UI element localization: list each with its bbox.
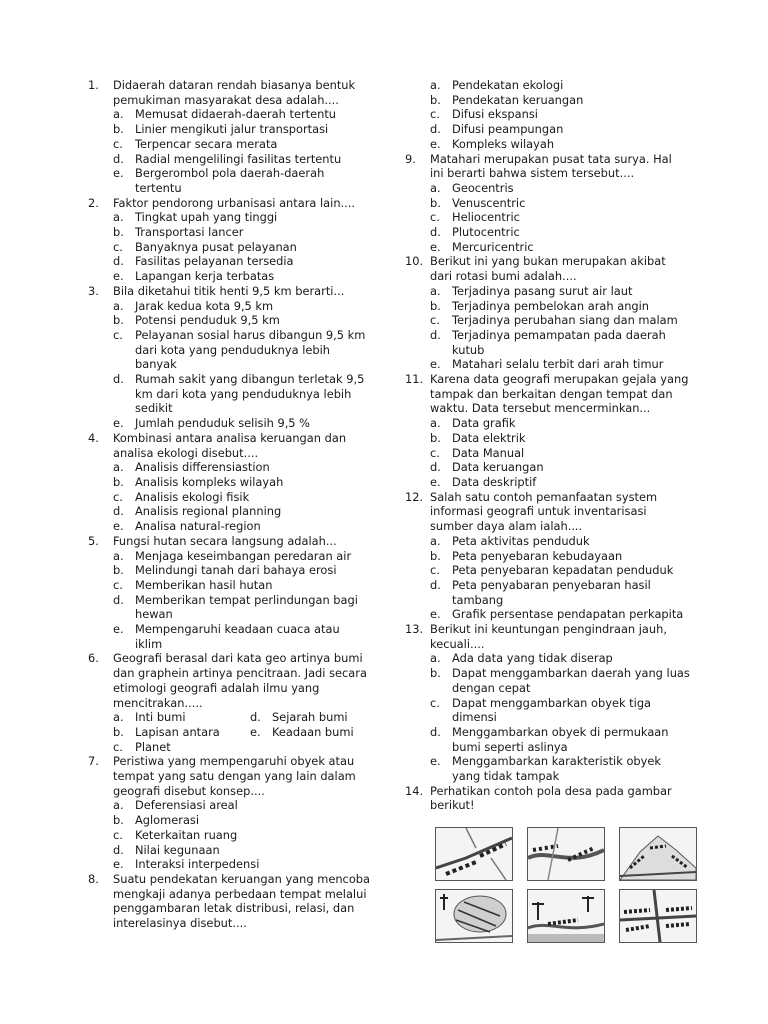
option-letter: e. [430,754,441,769]
answer-option-row [88,710,373,725]
answer-option[interactable] [405,107,690,122]
question-text-line: Perhatikan contoh pola desa pada gambar [430,783,672,798]
answer-option[interactable] [88,798,373,813]
question-13 [405,622,690,784]
answer-option[interactable] [88,813,373,828]
option-letter: a. [113,298,124,313]
question-text-line: Salah satu contoh pemanfaatan system [430,489,658,504]
question-text-line: tampak dan berkaitan dengan tempat dan [430,386,673,401]
question-stem [88,196,373,211]
option-text-line: Peta penyebaran kebudayaan [452,548,623,563]
question-text-line: Geografi berasal dari kata geo artinya bumi [113,651,363,666]
question-text-line: Suatu pendekatan keruangan yang mencoba [113,871,371,886]
question-3 [88,284,373,431]
option-text-line: Memberikan tempat perlindungan bagi [135,592,358,607]
answer-option[interactable] [405,696,690,725]
option-text-line: Jarak kedua kota 9,5 km [135,298,274,313]
option-text-line: Jumlah penduduk selisih 9,5 % [135,416,311,431]
option-text-line: Memberikan hasil hutan [135,577,273,592]
option-letter: b. [113,225,124,240]
answer-option[interactable] [88,828,373,843]
question-text-line: Berikut ini keuntungan pengindraan jauh, [430,622,667,637]
option-text-line: Menggambarkan karakteristik obyek [452,754,661,769]
option-letter: b. [430,548,441,563]
option-letter: d. [430,724,441,739]
answer-option[interactable] [88,137,373,152]
option-text-line: Radial mengelilingi fasilitas tertentu [135,151,342,166]
answer-option[interactable] [405,196,690,211]
option-text-line: kutub [452,342,485,357]
option-text-line: Analisis kompleks wilayah [135,474,284,489]
question-text-line: waktu. Data tersebut mencerminkan... [430,401,651,416]
answer-option[interactable] [88,313,373,328]
option-text-line: Matahari selalu terbit dari arah timur [452,357,664,372]
answer-option[interactable] [405,651,690,666]
option-text-line: banyak [135,357,177,372]
question-stem [405,622,690,651]
option-letter: e. [113,622,124,637]
option-letter: c. [430,563,440,578]
option-letter: c. [430,107,440,122]
question-text-line: dari rotasi bumi adalah.... [430,269,577,284]
question-text-line: Didaerah dataran rendah biasanya bentuk [113,78,356,92]
option-text-line: Transportasi lancer [135,225,244,240]
option-letter: d. [430,225,441,240]
option-letter: a. [113,460,124,475]
option-text-line: Banyaknya pusat pelayanan [135,239,297,254]
answer-option[interactable] [405,666,690,695]
clustered-village-figure [435,889,513,943]
question-number: 4. [88,430,99,445]
option-letter: c. [113,739,123,754]
question-number: 10. [405,254,424,269]
answer-option[interactable] [88,622,373,651]
question-5 [88,534,373,652]
option-letter: e. [430,239,441,254]
question-stem [88,872,373,931]
answer-option[interactable] [405,725,690,754]
question-8 [88,872,373,931]
right-column [405,78,690,947]
answer-option[interactable] [405,416,690,431]
question-text-line: etimologi geografi adalah ilmu yang [113,680,320,695]
option-text-line: dari kota yang penduduknya lebih [135,342,330,357]
option-letter: c. [113,136,123,151]
question-number: 6. [88,651,99,666]
question-stem [88,78,373,107]
option-letter: a. [113,107,124,122]
option-text-line: Data keruangan [452,460,544,475]
option-text-line: Data deskriptif [452,474,537,489]
option-text-line: iklim [135,636,163,651]
option-letter: d. [113,842,124,857]
option-text-line: Pendekatan ekologi [452,78,564,92]
option-letter: d. [113,592,124,607]
option-text-line: Fasilitas pelayanan tersedia [135,254,294,269]
option-letter: e. [113,857,124,872]
answer-option[interactable] [88,490,373,505]
option-text-line: Potensi penduduk 9,5 km [135,313,280,328]
option-text-line: Bergerombol pola daerah-daerah [135,166,325,181]
answer-option[interactable] [88,416,373,431]
option-text-line: Difusi peampungan [452,122,564,137]
question-text-line: Matahari merupakan pusat tata surya. Hal [430,151,672,166]
option-text-line: Plutocentric [452,225,520,240]
option-text-line: Menjaga keseimbangan peredaran air [135,548,352,563]
option-letter: b. [430,298,441,313]
option-text-line: Dapat menggambarkan daerah yang luas [452,666,690,681]
question-stem [405,152,690,181]
question-stem [88,284,373,299]
option-letter: c. [430,695,440,710]
answer-option[interactable] [88,269,373,284]
question-text-line: sumber daya alam ialah.... [430,519,583,534]
answer-option[interactable] [405,137,690,152]
option-letter: a. [430,533,441,548]
hill-village-figure [619,827,697,881]
option-letter: d. [113,254,124,269]
option-text-line: Analisis ekologi fisik [135,489,250,504]
question-text-line: pemukiman masyarakat desa adalah.... [113,92,339,107]
question-stem [405,784,690,813]
option-text: Inti bumi [135,710,186,725]
option-letter: e. [113,166,124,181]
option-letter: c. [113,489,123,504]
question-number: 12. [405,489,424,504]
option-text-line: Lapangan kerja terbatas [135,269,275,284]
coastal-village-figure [527,889,605,943]
question-text-line: Bila diketahui titik henti 9,5 km berarti... [113,283,345,298]
question-number: 13. [405,622,424,637]
answer-option[interactable] [405,754,690,783]
question-stem [405,254,690,283]
question-text-line: Karena data geografi merupakan gejala yang [430,372,689,387]
option-text-line: Peta penyabaran penyebaran hasil [452,577,651,592]
question-number: 1. [88,78,99,92]
option-letter: c. [113,827,123,842]
option-text-line: Data grafik [452,416,516,431]
option-letter: e. [250,724,261,739]
option-text-line: Deferensiasi areal [135,798,238,813]
answer-option[interactable] [88,225,373,240]
option-text-line: Memusat didaerah-daerah tertentu [135,107,337,122]
answer-option[interactable] [405,181,690,196]
option-text-line: bumi seperti aslinya [452,739,568,754]
option-letter: b. [113,813,124,828]
question-stem [88,651,373,710]
option-letter: d. [430,577,441,592]
option-text-line: Melindungi tanah dari bahaya erosi [135,563,337,578]
answer-option[interactable] [88,563,373,578]
option-letter: a. [430,283,441,298]
option-text-line: Linier mengikuti jalur transportasi [135,122,329,137]
question-number: 14. [405,783,424,798]
option-text-line: Dapat menggambarkan obyek tiga [452,695,652,710]
question-text-line: penggambaran letak distribusi, relasi, dan [113,901,355,916]
answer-option[interactable] [405,446,690,461]
option-letter: b. [430,92,441,107]
option-letter: c. [113,327,123,342]
answer-option[interactable] [405,475,690,490]
option-text-line: Keterkaitan ruang [135,827,238,842]
option-text-line: Terpencar secara merata [135,136,278,151]
answer-option[interactable] [88,122,373,137]
option-text-line: tertentu [135,180,182,195]
option-text-line: Data Manual [452,445,525,460]
answer-option[interactable] [405,313,690,328]
option-letter: e. [430,607,441,622]
option-letter: b. [113,122,124,137]
option-text-line: Peta penyebaran kepadatan penduduk [452,563,674,578]
option-text-line: Terjadinya perubahan siang dan malam [452,313,678,328]
answer-option[interactable] [88,857,373,872]
option-text-line: Analisis differensiastion [135,460,270,475]
answer-option[interactable] [88,328,373,372]
question-1 [88,78,373,196]
answer-option[interactable] [88,299,373,314]
answer-option[interactable] [88,475,373,490]
option-text-line: tambang [452,592,504,607]
answer-option[interactable] [88,460,373,475]
question-text-line: mencitrakan..... [113,695,203,710]
question-9 [405,152,690,255]
option-text-line: Terjadinya pasang surut air laut [452,283,633,298]
question-text-line: analisa ekologi disebut.... [113,445,259,460]
answer-option[interactable] [405,284,690,299]
option-letter: d. [430,460,441,475]
option-text-line: Peta aktivitas penduduk [452,533,590,548]
option-letter: d. [430,327,441,342]
option-letter: c. [113,239,123,254]
question-stem [405,372,690,416]
option-text-line: km dari kota yang penduduknya lebih [135,386,352,401]
option-text-line: sedikit [135,401,173,416]
road-junction-village-figure [619,889,697,943]
option-text-line: Pendekatan keruangan [452,92,584,107]
question-text-line: Kombinasi antara analisa keruangan dan [113,430,347,445]
question-stem [88,534,373,549]
answer-option[interactable] [405,534,690,549]
option-text-line: Grafik persentase pendapatan perkapita [452,607,684,622]
option-text: Keadaan bumi [272,724,354,739]
option-letter: d. [113,504,124,519]
option-letter: b. [430,430,441,445]
option-letter: e. [113,416,124,431]
option-letter: a. [113,798,124,813]
option-letter: e. [430,357,441,372]
question-stem [88,431,373,460]
question-text-line: Faktor pendorong urbanisasi antara lain.... [113,195,356,210]
option-text: Sejarah bumi [272,710,348,725]
option-letter: e. [430,136,441,151]
river-village-figure [527,827,605,881]
question-12 [405,490,690,622]
option-text: Planet [135,739,171,754]
question-text-line: berikut! [430,798,475,813]
answer-option[interactable] [88,372,373,416]
answer-option[interactable] [88,210,373,225]
option-text-line: Venuscentric [452,195,526,210]
answer-option-row [88,740,373,755]
answer-option[interactable] [405,431,690,446]
question-number: 3. [88,283,99,298]
option-letter: a. [430,78,441,92]
answer-option[interactable] [405,607,690,622]
question-text-line: tempat yang satu dengan yang lain dalam [113,769,356,783]
answer-option[interactable] [405,578,690,607]
option-text-line: Difusi ekspansi [452,107,538,122]
question-11 [405,372,690,490]
option-text-line: dengan cepat [452,680,531,695]
question-text-line: kecuali.... [430,636,485,651]
question-stem [88,754,373,798]
option-letter: b. [113,474,124,489]
question-text-line: Fungsi hutan secara langsung adalah... [113,533,337,548]
option-letter: a. [430,180,441,195]
option-text-line: Mercuricentric [452,239,534,254]
village-pattern-figures [435,827,690,947]
option-text-line: yang tidak tampak [452,769,560,784]
option-letter: c. [430,313,440,328]
answer-option[interactable] [88,593,373,622]
option-text-line: Ada data yang tidak diserap [452,651,613,666]
answer-option[interactable] [88,240,373,255]
answer-option[interactable] [88,254,373,269]
question-text-line: informasi geografi untuk inventarisasi [430,504,647,519]
option-text-line: Terjadinya pembelokan arah angin [452,298,650,313]
option-letter: a. [430,416,441,431]
answer-option[interactable] [405,460,690,475]
option-text-line: hewan [135,607,173,622]
question-number: 2. [88,195,99,210]
option-text-line: dimensi [452,710,497,725]
answer-option[interactable] [405,328,690,357]
answer-option[interactable] [88,549,373,564]
answer-option[interactable] [405,240,690,255]
option-text-line: Interaksi interpedensi [135,857,260,872]
answer-option[interactable] [405,563,690,578]
answer-option[interactable] [88,843,373,858]
option-text-line: Terjadinya pemampatan pada daerah [452,327,666,342]
option-letter: c. [113,577,123,592]
answer-option[interactable] [405,93,690,108]
answer-option[interactable] [88,152,373,167]
answer-option[interactable] [88,107,373,122]
option-text-line: Data elektrik [452,430,526,445]
question-text-line: Berikut ini yang bukan merupakan akibat [430,254,666,269]
question-text-line: ini berarti bahwa sistem tersebut.... [430,166,635,181]
option-letter: d. [250,710,261,725]
option-text-line: Analisis regional planning [135,504,282,519]
question-stem [405,490,690,534]
option-letter: b. [430,666,441,681]
answer-option-row [88,725,373,740]
question-number: 8. [88,871,99,886]
option-letter: d. [113,151,124,166]
question-text-line: interelasinya disebut.... [113,916,247,931]
answer-option[interactable] [405,357,690,372]
linear-village-figure [435,827,513,881]
question-number: 7. [88,754,99,769]
option-letter: e. [430,474,441,489]
answer-option[interactable] [88,578,373,593]
question-7 [88,754,373,872]
option-letter: d. [430,122,441,137]
answer-option[interactable] [88,504,373,519]
question-number: 9. [405,151,416,166]
option-text-line: Nilai kegunaan [135,842,220,857]
option-text-line: Tingkat upah yang tinggi [135,210,278,225]
option-letter: e. [113,519,124,534]
question-10 [405,254,690,372]
option-text: Lapisan antara [135,724,220,739]
question-text-line: mengkaji adanya perbedaan tempat melalui [113,886,367,901]
question-text-line: Peristiwa yang mempengaruhi obyek atau [113,754,355,769]
option-text-line: Pelayanan sosial harus dibangun 9,5 km [135,327,366,342]
question-number: 5. [88,533,99,548]
option-letter: e. [113,269,124,284]
answer-option[interactable] [88,166,373,195]
question-text-line: dan graphein artinya pencitraan. Jadi secara [113,666,367,681]
question-4 [88,431,373,534]
option-text-line: Analisa natural-region [135,519,261,534]
option-letter: d. [113,372,124,387]
question-number: 11. [405,372,424,387]
option-text-line: Menggambarkan obyek di permukaan [452,724,669,739]
answer-option[interactable] [405,78,690,93]
answer-option[interactable] [405,210,690,225]
answer-option[interactable] [405,225,690,240]
option-letter: b. [430,195,441,210]
option-letter: b. [113,313,124,328]
option-letter: c. [430,445,440,460]
option-text-line: Mempengaruhi keadaan cuaca atau [135,622,340,637]
option-text-line: Heliocentric [452,210,520,225]
option-text-line: Rumah sakit yang dibangun terletak 9,5 [135,372,365,387]
option-letter: a. [113,710,124,725]
option-letter: a. [113,210,124,225]
option-text-line: Geocentris [452,180,514,195]
question-6 [88,651,373,754]
answer-option[interactable] [405,299,690,314]
option-text-line: Aglomerasi [135,813,200,828]
option-letter: c. [430,210,440,225]
option-letter: a. [113,548,124,563]
option-text-line: Kompleks wilayah [452,136,555,151]
question-14 [405,784,690,813]
question-2 [88,196,373,284]
option-letter: a. [430,651,441,666]
question-text-line: geografi disebut konsep.... [113,783,265,798]
option-letter: b. [113,724,124,739]
answer-option[interactable] [405,549,690,564]
answer-option[interactable] [88,519,373,534]
left-column [88,78,373,931]
option-letter: b. [113,563,124,578]
answer-option[interactable] [405,122,690,137]
question-8-options [405,78,690,152]
